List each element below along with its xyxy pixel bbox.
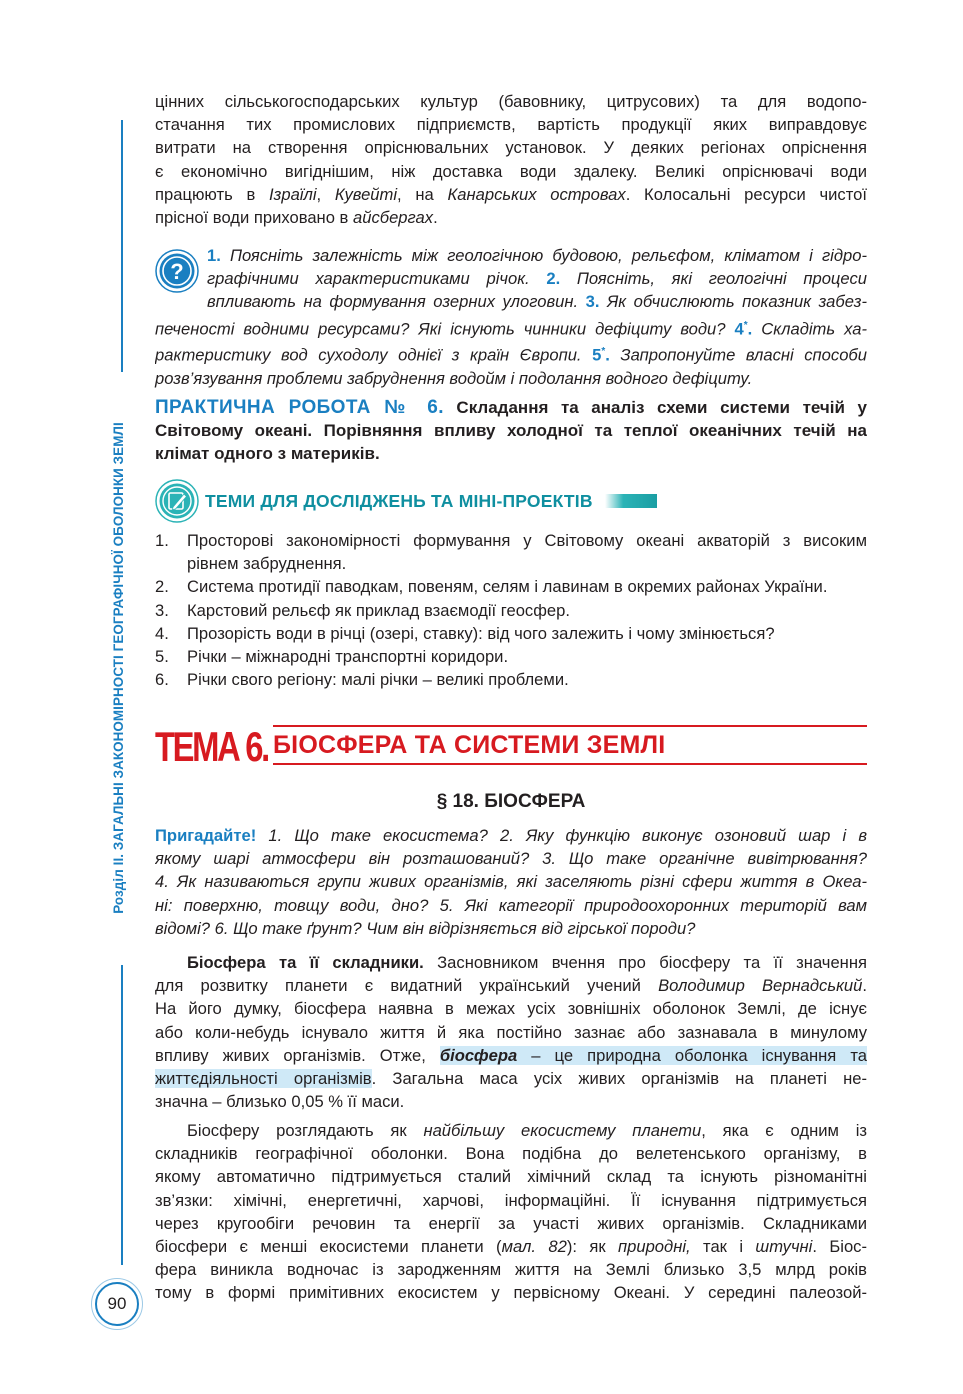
text-line: відомі? 6. Що таке ґрунт? Чим він відрізняється від гірської породи? bbox=[155, 918, 696, 938]
text-line: Пригадайте! 1. Що таке екосистема? 2. Яку функцію виконує озоновий шар і в bbox=[155, 826, 867, 845]
text-line: Біосфера та її складники. Засновником вчення про біосферу та її значення bbox=[187, 953, 867, 972]
practical-work bbox=[155, 396, 867, 466]
projects-title-bar bbox=[605, 494, 657, 508]
topic-rule bbox=[273, 763, 867, 765]
text-line: печеності водними ресурсами? Які існують чинники дефіциту води? 4*. Складіть ха- bbox=[155, 319, 867, 339]
projects-list bbox=[155, 529, 867, 691]
pencil-icon bbox=[155, 479, 199, 523]
section-label: Розділ ІІ. ЗАГАЛЬНІ ЗАКОНОМІРНОСТІ ГЕОГРАФІЧНОЇ ОБОЛОНКИ ЗЕМЛІ bbox=[111, 422, 126, 914]
svg-text:?: ? bbox=[170, 259, 184, 284]
topic-title: БІОСФЕРА ТА СИСТЕМИ ЗЕМЛІ bbox=[273, 731, 666, 759]
side-rule bbox=[121, 965, 123, 1265]
text-line: рактеристику вод суходолу однієї з країн Європи. 5*. Запропонуйте власні способи bbox=[155, 345, 867, 365]
text-line: впливають на формування озерних улоговин. 3. Як обчислюють показник забез- bbox=[207, 292, 867, 312]
text-line: ПРАКТИЧНА РОБОТА № 6. Складання та аналіз схеми системи течій у bbox=[155, 397, 867, 418]
text-line: або коли-небудь існувало життя й яка постійно зазнає або зазнавала в минулому bbox=[155, 1022, 867, 1042]
text-line: Світовому океані. Порівняння впливу холодної та теплої океанічних течій на bbox=[155, 421, 867, 441]
text-line: життєдіяльності організмів. Загальна маса усіх живих організмів на планеті не- bbox=[155, 1069, 867, 1089]
text-line: для розвитку планети є видатний український учений Володимир Вернадський. bbox=[155, 976, 867, 996]
text-line: тому в формі примітивних екосистем у первісному Океані. У середині палеозой- bbox=[155, 1283, 867, 1303]
topic-rule bbox=[273, 725, 867, 727]
text-line: є економічно вигіднішим, ніж доставка води здалеку. Великі опріснювачі води bbox=[155, 161, 867, 181]
text-line: стачання тих промислових підприємств, вартість продукції яких виправдовує bbox=[155, 115, 867, 135]
questions-block bbox=[155, 244, 867, 390]
intro-paragraph bbox=[155, 90, 867, 229]
text-line: складників географічної оболонки. Вона подібна до велетенського організму, в bbox=[155, 1144, 867, 1164]
page-number: 90 bbox=[95, 1282, 139, 1326]
text-line: якому шарі атмосфери він розташований? 3. Що таке органічне вивітрювання? bbox=[155, 849, 867, 869]
list-item: 1. Просторові закономірності формування у Світовому океані акваторій з високим рівнем забруднення. bbox=[155, 531, 867, 574]
text-line: працюють в Ізраїлі, Кувейті, на Канарських островах. Колосальні ресурси чистої bbox=[155, 184, 867, 204]
text-line: прісної води приховано в айсбергах. bbox=[155, 208, 438, 228]
text-line: значна – близько 0,05 % її маси. bbox=[155, 1092, 405, 1112]
list-item: 4. Прозорість води в річці (озері, ставку): від чого залежить і чому змінюється? bbox=[155, 623, 775, 643]
text-line: зв’язки: хімічні, енергетичні, харчові, інформаційні. Її існування підтримується bbox=[155, 1190, 867, 1210]
text-line: графічними характеристиками річок. 2. Поясніть, які геологічні процеси bbox=[207, 269, 867, 289]
text-line: якому автоматично підтримується сталий хімічний склад та існують різноманітні bbox=[155, 1167, 867, 1187]
text-line: біосфери є менші екосистеми планети (мал. 82): як природні, так і штучні. Біос- bbox=[155, 1237, 867, 1257]
text-line: витрати на створення опріснювальних установок. У деяких регіонах опріснення bbox=[155, 138, 867, 158]
text-line: Біосферу розглядають як найбільшу екосистему планети, яка є одним із bbox=[187, 1121, 867, 1140]
text-line: 4. Як називаються групи живих організмів, які заселяють різні сфери життя в Океа- bbox=[155, 872, 867, 892]
text-line: через кругообіги речовин та енергії за участі живих організмів. Складниками bbox=[155, 1213, 867, 1233]
text-line: розв’язування проблеми забруднення водойм і подолання водного дефіциту. bbox=[155, 369, 753, 389]
text-line: На його думку, біосфера наявна в межах усіх зовнішніх оболонок Землі, де існує bbox=[155, 999, 867, 1019]
recall-block bbox=[155, 824, 867, 940]
recall-label: Пригадайте! bbox=[155, 826, 257, 845]
text-line: ні: поверхню, товщу води, дно? 5. Які категорії природоохоронних територій вам bbox=[155, 895, 867, 915]
body-paragraph bbox=[155, 1119, 867, 1305]
list-item: 3. Карстовий рельєф як приклад взаємодії геосфер. bbox=[155, 600, 570, 620]
paragraph-title: § 18. БІОСФЕРА bbox=[436, 791, 586, 812]
term-biosphere: біосфера bbox=[439, 1045, 518, 1065]
text-line: цінних сільськогосподарських культур (бавовнику, цитрусових) та для водопо- bbox=[155, 92, 867, 111]
practical-label: ПРАКТИЧНА РОБОТА № 6. bbox=[155, 397, 444, 418]
text-line: фера виникла водночас із зародженням життя на Землі близько 3,5 млрд років bbox=[155, 1260, 867, 1280]
topic-label: ТЕМА 6. bbox=[155, 723, 268, 770]
text-line: клімат одного з материків. bbox=[155, 444, 380, 464]
topic-header bbox=[155, 720, 867, 778]
body-paragraph bbox=[155, 951, 867, 1113]
projects-header bbox=[205, 489, 657, 513]
list-item: 5. Річки – міжнародні транспортні коридори. bbox=[155, 647, 509, 667]
list-item: 2. Система протидії паводкам, повеням, селям і лавинам в окремих районах України. bbox=[155, 577, 828, 597]
list-item: 6. Річки свого регіону: малі річки – великі проблеми. bbox=[155, 670, 569, 690]
text-line: впливу живих організмів. Отже, біосфера – це природна оболонка існування та bbox=[155, 1045, 867, 1065]
projects-title: ТЕМИ ДЛЯ ДОСЛІДЖЕНЬ ТА МІНІ-ПРОЕКТІВ bbox=[205, 490, 593, 511]
side-rule bbox=[121, 120, 123, 372]
text-line: 1. Поясніть залежність між геологічною будовою, рельєфом, кліматом і гідро- bbox=[207, 246, 867, 265]
